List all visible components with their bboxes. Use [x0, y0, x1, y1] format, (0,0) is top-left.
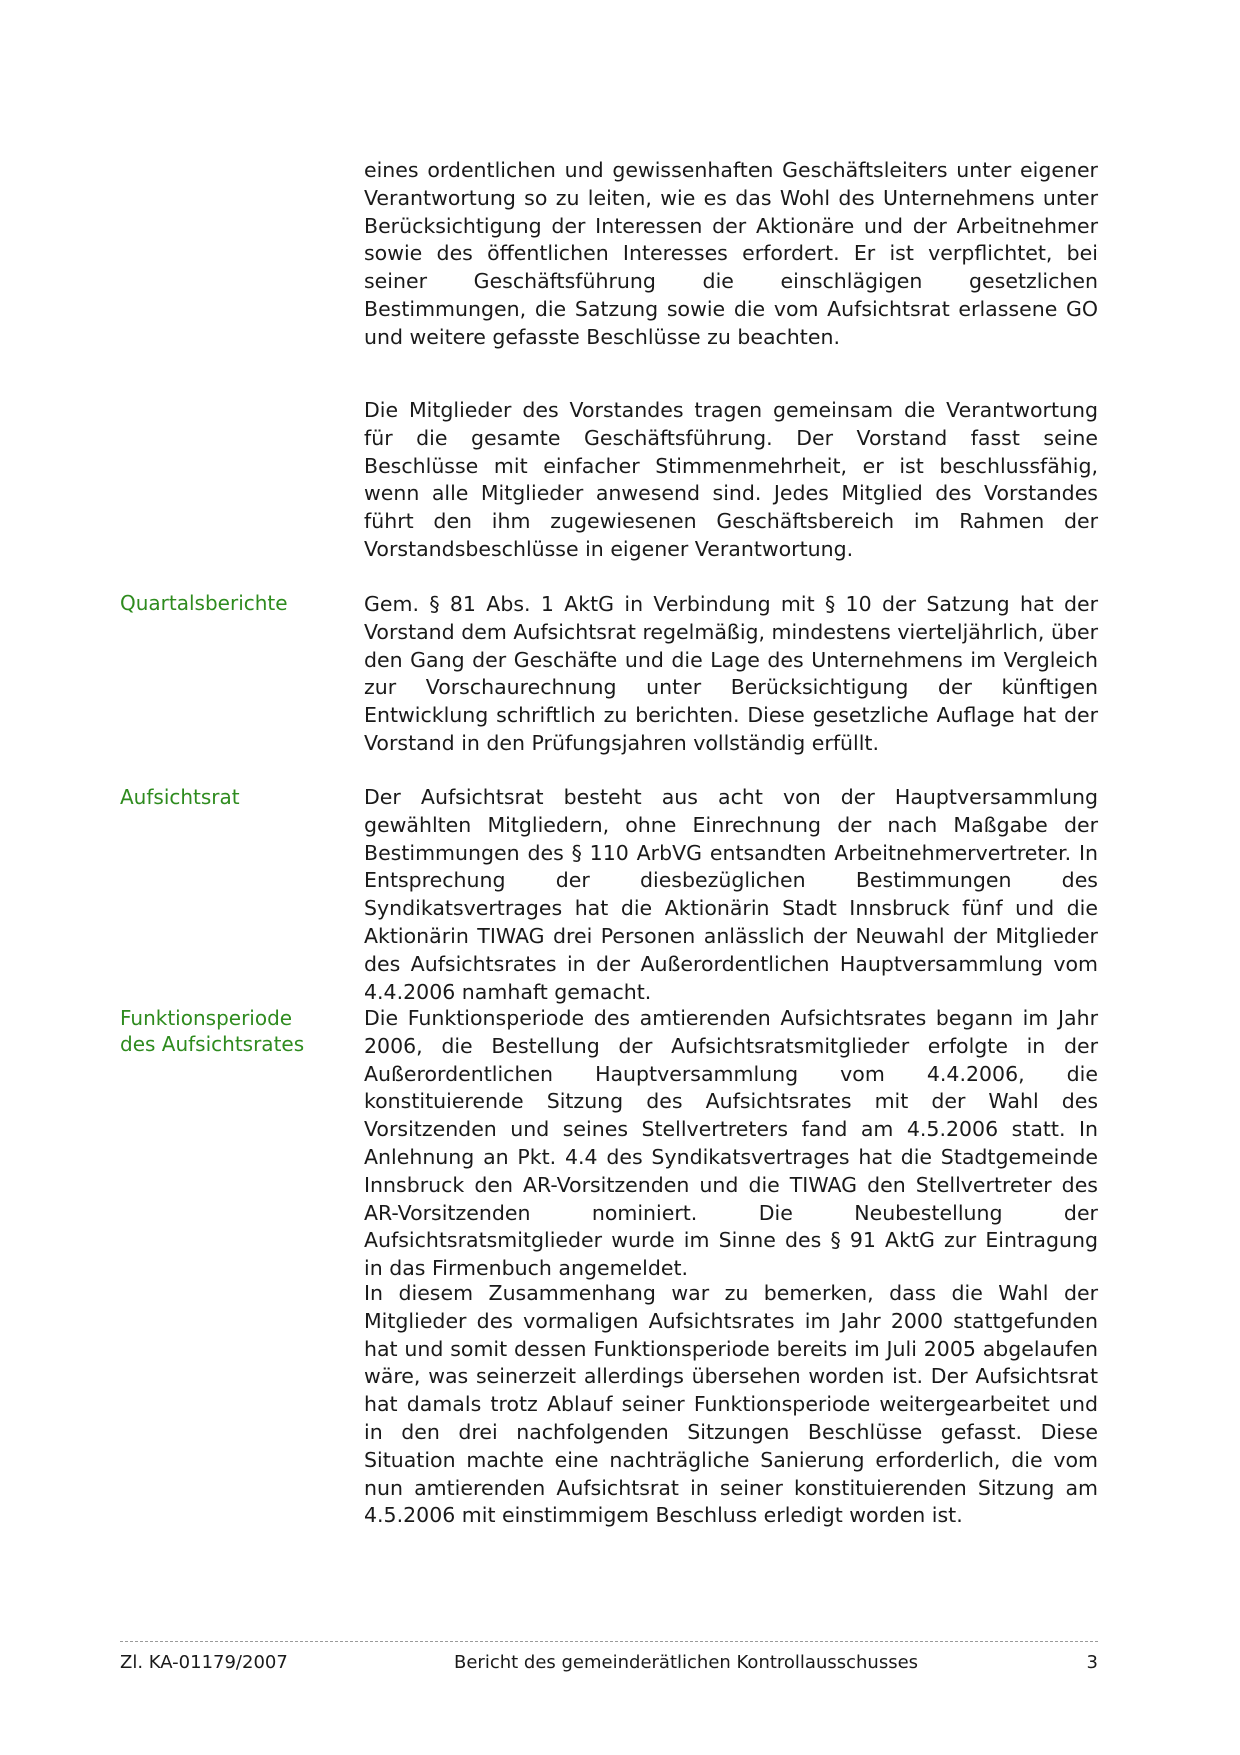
paragraph-vorstand-verantwortung	[364, 397, 1098, 564]
footer-reference: Zl. KA-01179/2007	[120, 1652, 288, 1673]
paragraph-text: Gem. § 81 Abs. 1 AktG in Verbindung mit § 10 der Satzung hat der Vorstand dem Aufsichtsrat regelmäßig, mindestens vierteljährlich, über den Gang der Geschäfte und die Lage des Unternehmens im Vergleich zur Vorschaurechnung unter Berücksichtigung der künftigen Entwicklung schriftlich zu berichten. Diese gesetzliche Auflage hat der Vorstand in den Prüfungsjahren vollständig erfüllt.	[364, 592, 1098, 755]
paragraph-sanierung	[364, 1280, 1098, 1530]
paragraph-text: Der Aufsichtsrat besteht aus acht von der Hauptversammlung gewählten Mitgliedern, ohne Einrechnung der nach Maßgabe der Bestimmungen des § 110 ArbVG entsandten Arbeitnehmervertreter. In Entsprechung der diesbezüglichen Bestimmungen des Syndikatsvertrages hat die Aktionärin Stadt Innsbruck fünf und die Aktionärin TIWAG drei Personen anlässlich der Neuwahl der Mitglieder des Aufsichtsrates in der Außerordentlichen Hauptversammlung vom 4.4.2006 namhaft gemacht.	[364, 785, 1098, 1004]
paragraph-funktionsperiode	[364, 1005, 1098, 1283]
paragraph-text: In diesem Zusammenhang war zu bemerken, dass die Wahl der Mitglieder des vormaligen Aufsichtsrates im Jahr 2000 stattgefunden hat und somit dessen Funktionsperiode bereits im Juli 2005 abgelaufen wäre, was seinerzeit allerdings übersehen worden ist. Der Aufsichtsrat hat damals trotz Ablauf seiner Funktionsperiode weitergearbeitet und in den drei nachfolgenden Sitzungen Beschlüsse gefasst. Diese Situation machte eine nachträgliche Sanierung erforderlich, die vom nun amtierenden Aufsichtsrat in seiner konstituierenden Sitzung am 4.5.2006 mit einstimmigem Beschluss erledigt worden ist.	[364, 1281, 1098, 1528]
margin-note-quartalsberichte: Quartalsberichte	[120, 591, 288, 615]
paragraph-aufsichtsrat	[364, 784, 1098, 1006]
paragraph-vorstand-pflichten	[364, 157, 1098, 352]
margin-note-aufsichtsrat: Aufsichtsrat	[120, 785, 240, 809]
paragraph-quartalsberichte	[364, 591, 1098, 758]
footer-divider	[120, 1641, 1098, 1642]
footer-title: Bericht des gemeinderätlichen Kontrollausschusses	[454, 1652, 919, 1673]
margin-note-funktionsperiode: Funktionsperiode des Aufsichtsrates	[120, 1006, 305, 1056]
paragraph-text: Die Mitglieder des Vorstandes tragen gemeinsam die Verantwortung für die gesamte Geschäftsführung. Der Vorstand fasst seine Beschlüsse mit einfacher Stimmenmehrheit, er ist beschlussfähig, wenn alle Mitglieder anwesend sind. Jedes Mitglied des Vorstandes führt den ihm zugewiesenen Geschäftsbereich im Rahmen der Vorstandsbeschlüsse in eigener Verantwortung.	[364, 398, 1098, 561]
page-number: 3	[1086, 1652, 1098, 1673]
paragraph-text: eines ordentlichen und gewissenhaften Geschäftsleiters unter eigener Verantwortung so zu leiten, wie es das Wohl des Unternehmens unter Berücksichtigung der Interessen der Aktionäre und der Arbeitnehmer sowie des öffentlichen Interesses erfordert. Er ist verpflichtet, bei seiner Geschäftsführung die einschlägigen gesetzlichen Bestimmungen, die Satzung sowie die vom Aufsichtsrat erlassene GO und weitere gefasste Beschlüsse zu beachten.	[364, 158, 1098, 349]
paragraph-text: Die Funktionsperiode des amtierenden Aufsichtsrates begann im Jahr 2006, die Bestellung der Aufsichtsratsmitglieder erfolgte in der Außerordentlichen Hauptversammlung vom 4.4.2006, die konstituierende Sitzung des Aufsichtsrates mit der Wahl des Vorsitzenden und seines Stellvertreters fand am 4.5.2006 statt. In Anlehnung an Pkt. 4.4 des Syndikatsvertrages hat die Stadtgemeinde Innsbruck den AR-Vorsitzenden und die TIWAG den Stellvertreter des AR-Vorsitzenden nominiert. Die Neubestellung der Aufsichtsratsmitglieder wurde im Sinne des § 91 AktG zur Eintragung in das Firmenbuch angemeldet.	[364, 1006, 1098, 1281]
